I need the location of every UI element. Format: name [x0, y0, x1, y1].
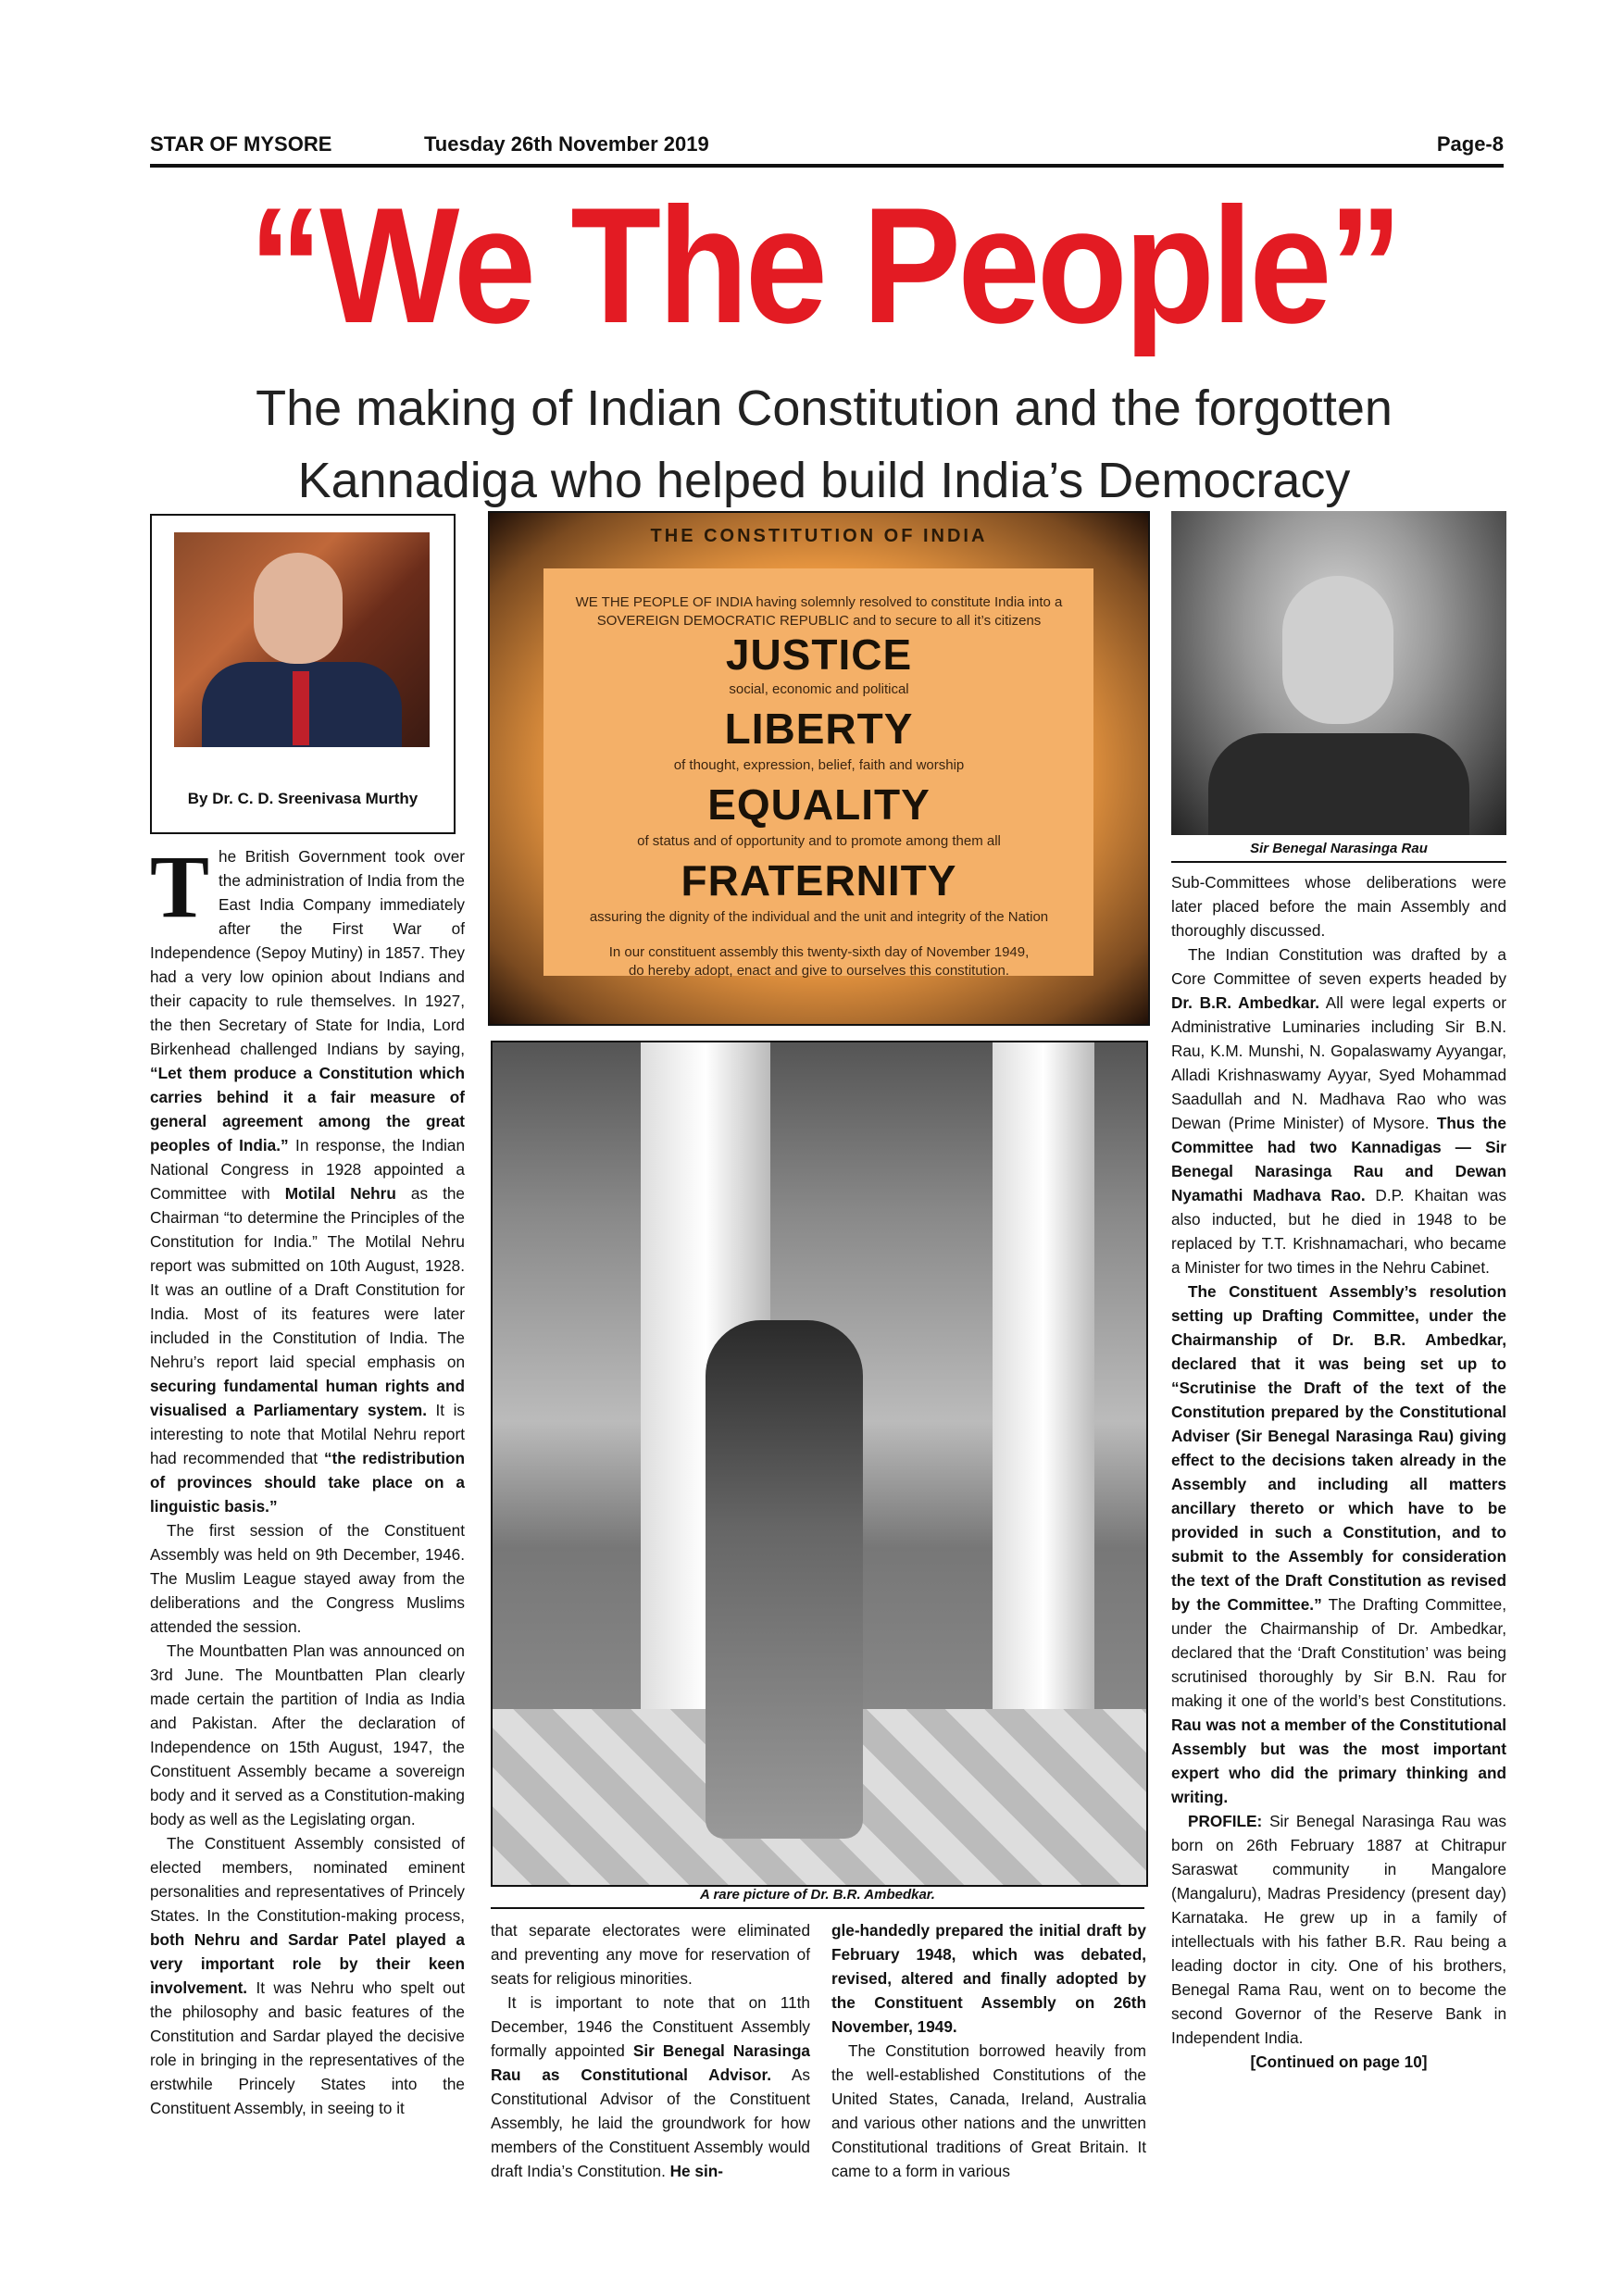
headline: “We The People” — [248, 173, 1400, 357]
drop-cap: T — [150, 837, 210, 936]
paragraph: The Indian Constitution was drafted by a Core Committee of seven experts headed by Dr. B.R. Ambedkar. All were legal experts or Administrative Luminaries including Sir B.N. Rau, K.M. Munshi, N. Gopalaswamy Ayyangar, Alladi Krishnaswamy Ayyar, Syed Mohammad Saadullah and N. Madhava Rao who was Dewan (Prime Minister) of Mysore. Thus the Committee had two Kannadigas — Sir Benegal Narasinga Rau and Dewan Nyamathi Madhava Rao. D.P. Khaitan was also inducted, but he died in 1948 to be replaced by T.T. Krishnamachari, who became a Minister for two times in the Nehru Cabinet. — [1171, 945, 1506, 1277]
rau-photo-caption: Sir Benegal Narasinga Rau — [1250, 841, 1428, 856]
masthead — [150, 132, 1504, 160]
preamble-justice-sub: social, economic and political — [729, 681, 909, 697]
paragraph: The British Government took over the administration of India from the East India Company immediately after the First War of Independence (Sepoy Mutiny) in 1857. They had a very low opinion about Indians and their capacity to rule themselves. In 1927, the then Secretary of State for India, Lord Birkenhead challenged Indians by saying, “Let them produce a Constitution which carries behind it a fair measure of general agreement among the great peoples of India.” In response, the Indian National Congress in 1928 appointed a Committee with Motilal Nehru as the Chairman “to determine the Principles of the Constitution for India.” The Motilal Nehru report was submitted on 10th August, 1928. It was an outline of a Draft Constitution for India. Most of its features were later included in the Constitution of India. The Nehru’s report laid special emphasis on securing fundamental human rights and visualised a Parliamentary system. It is interesting to note that Motilal Nehru report had recommended that “the redistribution of provinces should take place on a linguistic basis.” — [150, 837, 466, 1516]
paper-name: STAR OF MYSORE — [150, 132, 332, 156]
paragraph: The Constitution borrowed heavily from the well-established Constitutions of the United States, Canada, Ireland, Australia and various other nations and the unwritten Constitutional traditions of Great Britain. It came to a form in various — [831, 2041, 1146, 2180]
subheadline-line-1: The making of Indian Constitution and the forgotten — [256, 381, 1393, 436]
preamble-fraternity: FRATERNITY — [681, 856, 957, 905]
constitution-preamble-image — [488, 511, 1150, 1026]
continued-notice: [Continued on page 10] — [1250, 2053, 1428, 2071]
ambedkar-photo — [491, 1041, 1148, 1887]
paragraph: The first session of the Constituent Assembly was held on 9th December, 1946. The Muslim League stayed away from the deliberations and the Congress Muslims attended the session. — [150, 1521, 465, 1636]
header-rule — [150, 164, 1504, 168]
article-column-2 — [491, 1918, 810, 2183]
caption-rule — [1171, 861, 1506, 863]
preamble-justice: JUSTICE — [725, 630, 913, 679]
subheadline-line-2: Kannadiga who helped build India’s Democracy — [297, 453, 1351, 508]
preamble-equality: EQUALITY — [707, 780, 931, 829]
preamble-closing-2: do hereby adopt, enact and give to ourselves this constitution. — [628, 963, 1010, 979]
paragraph: The Constituent Assembly consisted of elected members, nominated eminent personalities and representatives of Princely States. In the Constitution-making process, both Nehru and Sardar Patel played a very important role by their keen involvement. It was Nehru who spelt out the philosophy and basic features of the Constitution and Sardar played the decisive role in bringing in the representatives of the erstwhile Princely States into the Constituent Assembly, in seeing to it — [150, 1834, 465, 2117]
author-photo — [174, 532, 430, 747]
paragraph: gle-handedly prepared the initial draft by February 1948, which was debated, revised, altered and finally adopted by the Constituent Assembly on 26th November, 1949. — [831, 1921, 1146, 2036]
author-byline: By Dr. C. D. Sreenivasa Murthy — [187, 790, 418, 807]
article-column-3 — [831, 1918, 1146, 2183]
page-number: Page-8 — [1436, 132, 1504, 156]
preamble-liberty: LIBERTY — [724, 705, 914, 753]
paragraph: The Constituent Assembly’s resolution setting up Drafting Committee, under the Chairmanship of Dr. B.R. Ambedkar, declared that it was being set up to “Scrutinise the Draft of the text of the Constitution prepared by the Constitutional Adviser (Sir Benegal Narasinga Rau) giving effect to the decisions taken already in the Assembly and including all matters ancillary thereto or which have to be provided in such a Constitution, and to submit to the Assembly for consideration the text of the Draft Constitution as revised by the Committee.” The Drafting Committee, under the Chairmanship of Dr. Ambedkar, declared that the ‘Draft Constitution’ was being scrutinised thoroughly by Sir B.N. Rau for making it one of the world’s best Constitutions. Rau was not a member of the Constitutional Assembly but was the most important expert who did the primary thinking and writing. — [1171, 1282, 1506, 1806]
preamble-line-1: WE THE PEOPLE OF INDIA having solemnly resolved to constitute India into a — [575, 594, 1063, 610]
rau-photo — [1171, 511, 1506, 835]
preamble-liberty-sub: of thought, expression, belief, faith and worship — [673, 757, 965, 773]
preamble-closing-1: In our constituent assembly this twenty-sixth day of November 1949, — [608, 944, 1030, 960]
article-column-4 — [1171, 870, 1506, 2074]
preamble-fraternity-sub: assuring the dignity of the individual and the unit and integrity of the Nation — [589, 909, 1049, 925]
issue-date: Tuesday 26th November 2019 — [424, 132, 709, 156]
paragraph: The Mountbatten Plan was announced on 3rd June. The Mountbatten Plan clearly made certain the partition of India as India and Pakistan. After the declaration of Independence on 15th August, 1947, the Constituent Assembly became a sovereign body and it served as a Constitution-making body as well as the Legislating organ. — [150, 1641, 465, 1828]
article-column-1 — [150, 837, 466, 2120]
author-box — [150, 514, 456, 834]
subheadline — [148, 372, 1500, 517]
paragraph: It is important to note that on 11th December, 1946 the Constituent Assembly formally appointed Sir Benegal Narasinga Rau as Constitutional Advisor. As Constitutional Advisor of the Constituent Assembly, he laid the groundwork for how members of the Constituent Assembly would draft India’s Constitution. He sin- — [491, 1993, 810, 2180]
paragraph: Sub-Committees whose deliberations were later placed before the main Assembly and thoroughly discussed. — [1171, 873, 1506, 940]
preamble-equality-sub: of status and of opportunity and to promote among them all — [637, 833, 1001, 849]
caption-rule — [491, 1907, 1144, 1909]
paragraph: that separate electorates were eliminated and preventing any move for reservation of seats for religious minorities. — [491, 1921, 810, 1988]
preamble-line-2: SOVEREIGN DEMOCRATIC REPUBLIC and to secure to all it’s citizens — [596, 613, 1042, 629]
paragraph: PROFILE: Sir Benegal Narasinga Rau was born on 26th February 1887 at Chitrapur Saraswat community in Mangalore (Mangaluru), Madras Presidency (present day) Karnataka. He grew up in a family of intellectuals with his father B.R. Rau being a leading doctor in city. One of his brothers, Benegal Rama Rau, went on to become the second Governor of the Reserve Bank in Independent India. — [1171, 1812, 1506, 2047]
ambedkar-photo-caption: A rare picture of Dr. B.R. Ambedkar. — [700, 1887, 935, 1903]
preamble-title: THE CONSTITUTION OF INDIA — [650, 526, 988, 546]
